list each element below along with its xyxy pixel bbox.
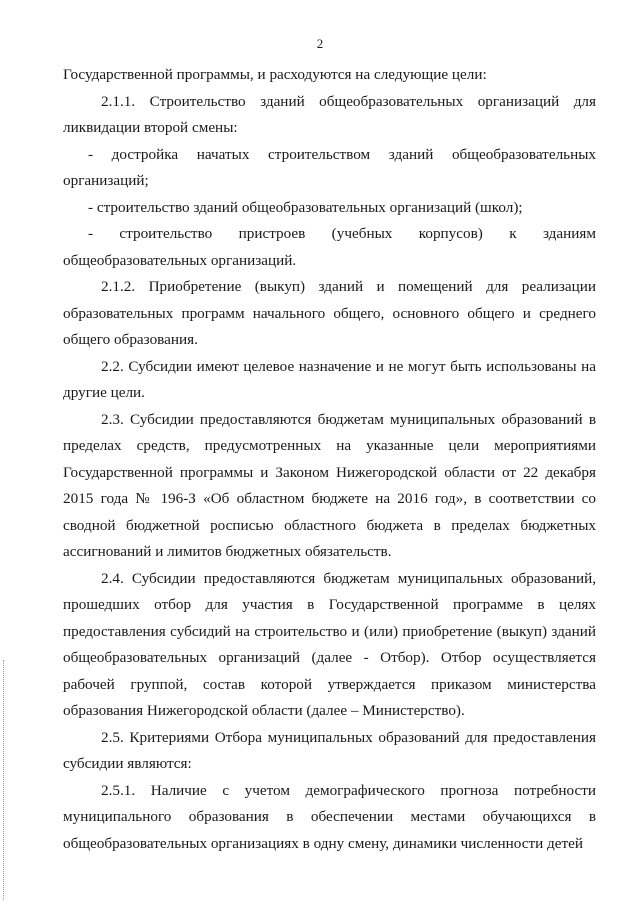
list-item-completion: - достройка начатых строительством зданий общеобразовательных организаций;: [63, 145, 596, 189]
page-number: 2: [316, 36, 324, 51]
list-item-construction: - строительство зданий общеобразовательных организаций (школ);: [88, 198, 523, 216]
paragraph-2-1-2: 2.1.2. Приобретение (выкуп) зданий и помещений для реализации образовательных программ начального общего, основного общего и среднего общего образования.: [63, 278, 596, 348]
paragraph-2-2: 2.2. Субсидии имеют целевое назначение и не могут быть использованы на другие цели.: [63, 357, 596, 401]
paragraph-2-1-1: 2.1.1. Строительство зданий общеобразовательных организаций для ликвидации второй смены:: [63, 92, 596, 136]
scan-margin-mark: [3, 660, 5, 900]
paragraph-2-4: 2.4. Субсидии предоставляются бюджетам муниципальных образований, прошедших отбор для участия в Государственной программе в целях предоставления субсидий на строительство и (или) приобретение (выкуп) зданий общеобразовательных организаций (далее - Отбор). Отбор осуществляется рабочей группой, состав которой утверждается приказом министерства образования Нижегородской области (далее – Министерство).: [63, 569, 596, 719]
paragraph-continuation: Государственной программы, и расходуются на следующие цели:: [63, 66, 487, 83]
paragraph-2-5-1: 2.5.1. Наличие с учетом демографического прогноза потребности муниципального образования в обеспечении местами обучающихся в общеобразовательных организациях в одну смену, динамики численности детей: [63, 781, 596, 852]
paragraph-2-5: 2.5. Критериями Отбора муниципальных образований для предоставления субсидии являются:: [63, 728, 596, 772]
list-item-annex: - строительство пристроев (учебных корпусов) к зданиям общеобразовательных организаций.: [63, 225, 596, 269]
document-body: [63, 62, 596, 857]
paragraph-2-3: 2.3. Субсидии предоставляются бюджетам муниципальных образований в пределах средств, предусмотренных на указанные цели мероприятиями Государственной программы и Законом Нижегородской области от 22 декабря 2015 года № 196-З «Об областном бюджете на 2016 год», в соответствии со сводной бюджетной росписью областного бюджета в пределах бюджетных ассигнований и лимитов бюджетных обязательств.: [63, 410, 596, 560]
